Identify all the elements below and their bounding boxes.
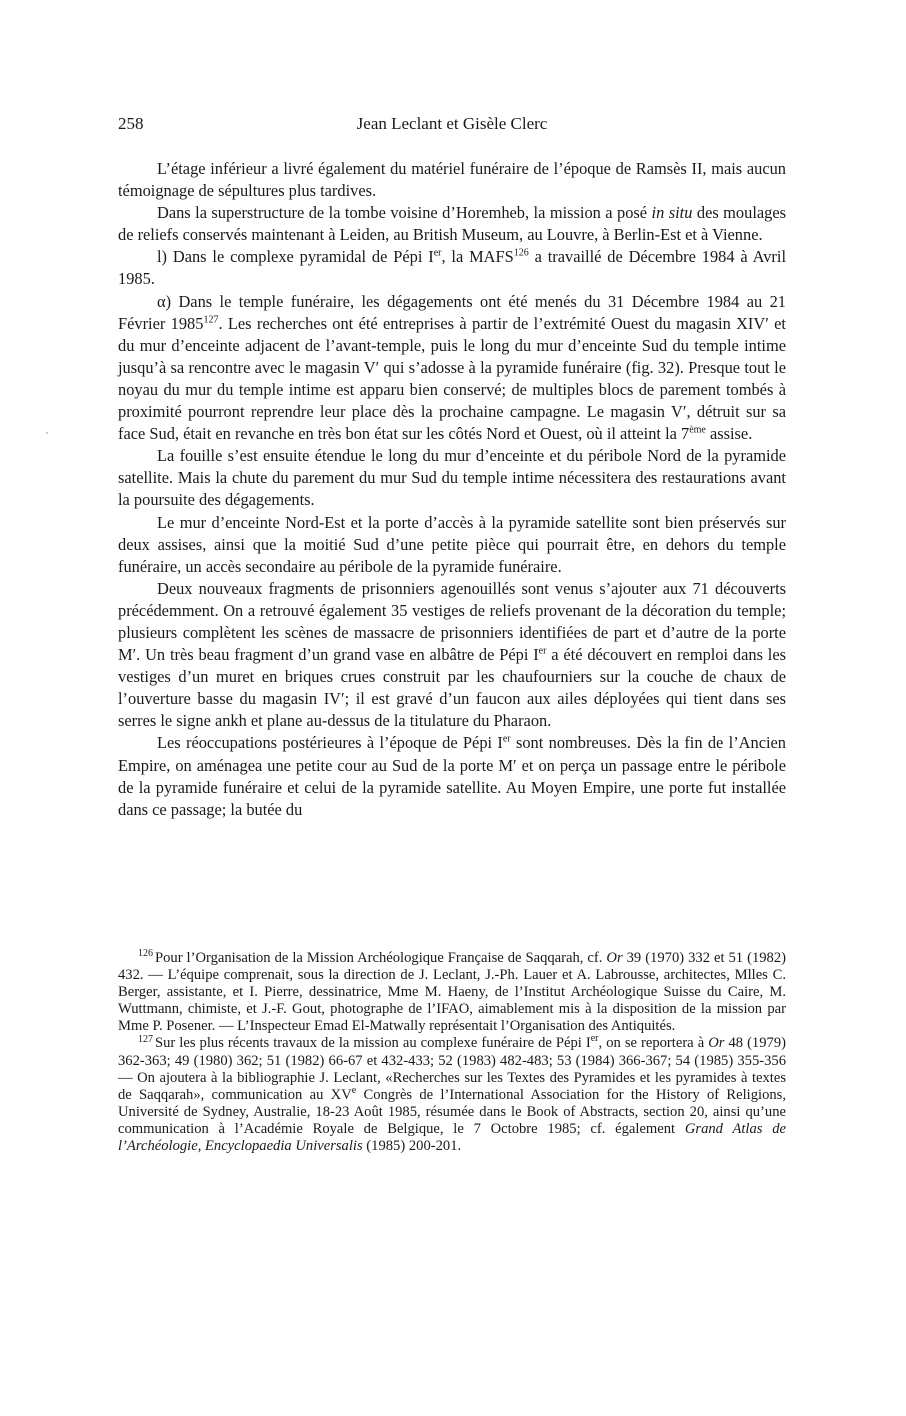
paragraph: La fouille s’est ensuite étendue le long du mur d’enceinte et du péribole Nord de la pyramide satellite. Mais la chute du parement du mur Sud du temple intime nécessitera des restaurations avant la poursuite des dégagements. [118, 446, 786, 510]
running-title: Jean Leclant et Gisèle Clerc [356, 114, 548, 133]
italic-text: in situ [651, 203, 693, 223]
footnote-number: 127 [138, 1033, 153, 1045]
paragraph: Les réoccupations postérieures à l’époque de Pépi Ier sont nombreuses. Dès la fin de l’Ancien Empire, on aménagea une petite cour au Sud de la porte M′ et on perça un passage entre le péribole de la pyramide funéraire et celui de la pyramide satellite. Au Moyen Empire, une porte fut installée dans ce passage; la butée du [118, 733, 786, 819]
running-header [118, 114, 786, 138]
scan-speck [46, 432, 48, 434]
page-number: 258 [118, 114, 144, 133]
footnote-126: $^{126}$ Pour l’Organisation de la Mission Archéologique Française de Saqqarah, cf. Or 39 (1970) 332 et 51 (1982) 432. — L’équipe comprenait, sous la direction de J. Leclant, J.-Ph. Lauer et A. Labrousse, architectes, Mlles C. Berger, assistante, et I. Pierre, dessinatrice, Mme M. Haeny, de l’Institut Archéologique Suisse du Caire, M. Wuttmann, chimiste, et J.-F. Gout, photographe de l’IFAO, aimablement mis à la disposition de la mission par Mme P. Posener. — L’Inspecteur Emad El-Matwally représentait l’Organisation des Antiquités. [118, 948, 786, 1035]
main-text [118, 158, 786, 821]
paragraph: α) Dans le temple funéraire, les dégagements ont été menés du 31 Décembre 1984 au 21 Février 1985$^{127}$. Les recherches ont été entreprises à partir de l’extrémité Ouest du magasin XIV′ et du mur d’enceinte adjacent de l’avant-temple, puis le long du mur d’enceinte Sud du temple intime jusqu’à sa rencontre avec le magasin V′ qui s’adosse à la pyramide funéraire (fig. 32). Presque tout le noyau du mur du temple intime est apparu bien conservé; de multiples blocs de parement tombés à proximité pourront reprendre leur place dès la prochaine campagne. Le magasin V′, détruit sur sa face Sud, était en revanche en très bon état sur les côtés Nord et Ouest, où il atteint la 7ème assise. [118, 291, 786, 444]
footnote-number: 126 [138, 948, 153, 960]
paragraph: l) Dans le complexe pyramidal de Pépi Ier, la MAFS$^{126}$ a travaillé de Décembre 1984 à Avril 1985. [118, 247, 786, 289]
paragraph: Deux nouveaux fragments de prisonniers agenouillés sont venus s’ajouter aux 71 découverts précédemment. On a retrouvé également 35 vestiges de reliefs provenant de la décoration du temple; plusieurs complètent les scènes de massacre de prisonniers identifiées de part et d’autre de la porte M′. Un très beau fragment d’un grand vase en albâtre de Pépi Ier a été découvert en remploi dans les vestiges d’un muret en briques crues construit par les chaufourniers sur la couche de chaux de l’ouverture basse du magasin IV′; il est gravé d’un faucon aux ailes déployées qui tient dans ses serres le signe ankh et plane au-dessus de la titulature du Pharaon. [118, 578, 786, 731]
paragraph: Dans la superstructure de la tombe voisine d’Horemheb, la mission a posé in situ des moulages de reliefs conservés maintenant à Leiden, au British Museum, au Louvre, à Berlin-Est et à Vienne. [118, 203, 786, 245]
footnotes [118, 950, 786, 1155]
paragraph: Le mur d’enceinte Nord-Est et la porte d’accès à la pyramide satellite sont bien préservés sur deux assises, ainsi que la moitié Sud d’une petite pièce qui pourrait être, en dehors du temple funéraire, un accès secondaire au péribole de la pyramide funéraire. [118, 512, 786, 576]
footnote-ref: 126 [513, 247, 529, 259]
paragraph: L’étage inférieur a livré également du matériel funéraire de l’époque de Ramsès II, mais aucun témoignage de sépultures plus tardives. [118, 159, 786, 201]
footnote-127: $^{127}$ Sur les plus récents travaux de la mission au complexe funéraire de Pépi Ier, on se reportera à Or 48 (1979) 362-363; 49 (1980) 362; 51 (1982) 66-67 et 432-433; 52 (1983) 482-483; 53 (1984) 366-367; 54 (1985) 355-356 — On ajoutera à la bibliographie J. Leclant, «Recherches sur les Textes des Pyramides et les pyramides à textes de Saqqarah», communication au XVe Congrès de l’International Association for the History of Religions, Université de Sydney, Australie, 18-23 Août 1985, résumée dans le Book of Abstracts, section 20, ainsi qu’une communication à l’Académie Royale de Belgique, le 7 Octobre 1985; cf. également Grand Atlas de l’Archéologie, Encyclopaedia Universalis (1985) 200-201. [118, 1033, 787, 1155]
footnote-ref: 127 [203, 314, 219, 326]
